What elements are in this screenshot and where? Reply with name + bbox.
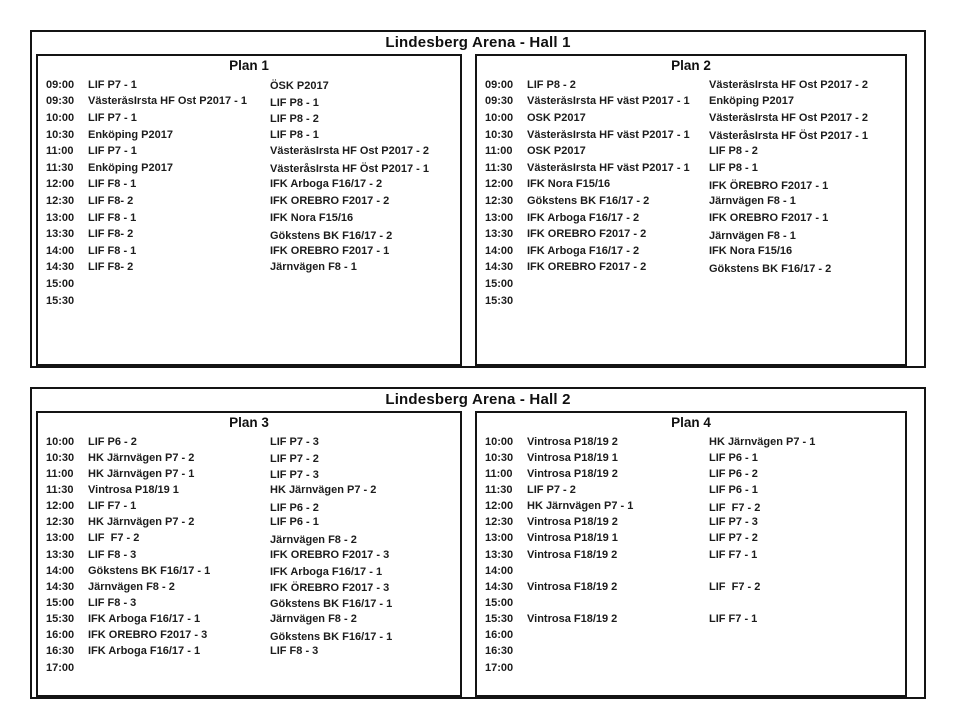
time-cell: 15:30 xyxy=(46,295,75,307)
away-team-cell: LIF P7 - 2 xyxy=(270,451,460,465)
schedule-row xyxy=(38,579,460,595)
plan-3-rows xyxy=(38,434,460,676)
time-cell: 10:00 xyxy=(485,112,514,124)
home-team-cell: Gökstens BK F16/17 - 2 xyxy=(527,195,650,207)
away-team-cell: VästeråsIrsta HF Öst P2017 - 2 xyxy=(709,79,868,91)
schedule-row xyxy=(38,77,460,94)
schedule-row xyxy=(477,260,905,277)
home-team-cell: Vintrosa F18/19 2 xyxy=(527,581,618,593)
away-team-cell: LIF P8 - 1 xyxy=(270,95,460,109)
schedule-row xyxy=(38,110,460,127)
schedule-row xyxy=(477,563,905,579)
schedule-row xyxy=(477,143,905,160)
away-team-cell: IFK ÖREBRO F2017 - 1 xyxy=(270,245,390,257)
time-cell: 11:00 xyxy=(46,146,74,158)
time-cell: 10:00 xyxy=(485,436,514,448)
time-cell: 15:30 xyxy=(46,614,75,626)
away-team-cell: LIF P7 - 3 xyxy=(709,517,758,529)
away-team-cell: IFK ÖREBRO F2017 - 2 xyxy=(270,195,390,207)
time-cell: 10:30 xyxy=(46,452,75,464)
home-team-cell: IFK Arboga F16/17 - 1 xyxy=(88,614,201,626)
home-team-cell: ÖSK P2017 xyxy=(527,112,586,124)
schedule-row xyxy=(38,547,460,563)
time-cell: 13:30 xyxy=(485,549,514,561)
home-team-cell: LIF F8- 2 xyxy=(88,262,134,274)
home-team-cell: LIF F8 - 3 xyxy=(88,597,137,609)
home-team-cell: Vintrosa F18/19 2 xyxy=(527,614,618,626)
home-team-cell: IFK Arboga F16/17 - 2 xyxy=(527,245,640,257)
hall-2-title: Lindesberg Arena - Hall 2 xyxy=(385,391,571,408)
time-cell: 16:30 xyxy=(46,646,75,658)
time-cell: 14:00 xyxy=(46,565,75,577)
time-cell: 15:00 xyxy=(46,597,75,609)
time-cell: 15:30 xyxy=(485,295,514,307)
schedule-row xyxy=(38,595,460,611)
away-team-cell: IFK ÖREBRO F2017 - 1 xyxy=(709,178,905,192)
time-cell: 10:30 xyxy=(485,452,514,464)
schedule-row xyxy=(477,466,905,482)
home-team-cell: IFK Nora F15/16 xyxy=(527,179,611,191)
home-team-cell: LIF F8 - 1 xyxy=(88,245,137,257)
time-cell: 12:00 xyxy=(485,179,514,191)
away-team-cell: IFK Arboga F16/17 - 1 xyxy=(270,564,460,578)
plan-4-box xyxy=(475,411,907,697)
time-cell: 12:00 xyxy=(46,501,75,513)
time-cell: 10:00 xyxy=(46,436,75,448)
schedule-row xyxy=(477,547,905,563)
plan-2-title: Plan 2 xyxy=(671,58,711,73)
schedule-row xyxy=(477,595,905,611)
hall-1-section xyxy=(30,30,926,368)
home-team-cell: Enköping P2017 xyxy=(88,129,173,141)
hall-1-plans xyxy=(36,54,907,366)
plan-4-title: Plan 4 xyxy=(671,415,711,430)
time-cell: 15:30 xyxy=(485,614,514,626)
time-cell: 12:30 xyxy=(46,195,75,207)
schedule-row xyxy=(477,612,905,628)
schedule-row xyxy=(477,450,905,466)
away-team-cell: LIF P6 - 2 xyxy=(270,500,460,514)
schedule-row xyxy=(477,644,905,660)
away-team-cell: LIF P8 - 2 xyxy=(709,146,758,158)
away-team-cell: Järnvägen F8 - 2 xyxy=(270,532,460,546)
time-cell: 13:00 xyxy=(485,212,514,224)
schedule-row xyxy=(38,499,460,515)
plan-1-title: Plan 1 xyxy=(229,58,269,73)
schedule-row xyxy=(38,127,460,144)
hall-2-plans xyxy=(36,411,907,697)
home-team-cell: HK Järnvägen P7 - 1 xyxy=(88,468,195,480)
schedule-row xyxy=(38,193,460,210)
time-cell: 13:30 xyxy=(46,229,75,241)
away-team-cell: Gökstens BK F16/17 - 1 xyxy=(270,596,460,610)
schedule-row xyxy=(38,143,460,160)
away-team-cell: LIF F7 - 1 xyxy=(709,614,758,626)
away-team-cell: LIF P8 - 2 xyxy=(270,111,460,125)
schedule-row xyxy=(38,563,460,579)
time-cell: 09:30 xyxy=(46,96,75,108)
plan-3-box xyxy=(36,411,462,697)
home-team-cell: ÖSK P2017 xyxy=(527,146,586,158)
home-team-cell: LIF F8- 2 xyxy=(88,195,134,207)
away-team-cell: Gökstens BK F16/17 - 1 xyxy=(270,629,460,643)
away-team-cell: LIF P6 - 1 xyxy=(709,452,758,464)
schedule-row xyxy=(38,94,460,111)
home-team-cell: LIF F8 - 3 xyxy=(88,549,137,561)
away-team-cell: VästeråsIrsta HF Öst P2017 - 2 xyxy=(270,146,429,158)
plan-2-box xyxy=(475,54,907,366)
home-team-cell: LIF P7 - 1 xyxy=(88,79,137,91)
schedule-row xyxy=(38,293,460,310)
away-team-cell: VästeråsIrsta HF Öst P2017 - 1 xyxy=(270,161,460,175)
time-cell: 13:30 xyxy=(46,549,75,561)
away-team-cell: LIF P6 - 1 xyxy=(709,484,758,496)
schedule-row xyxy=(38,612,460,628)
time-cell: 16:00 xyxy=(46,630,75,642)
away-team-cell: IFK Arboga F16/17 - 2 xyxy=(270,179,383,191)
time-cell: 13:30 xyxy=(485,229,514,241)
home-team-cell: VästeråsIrsta HF Öst P2017 - 1 xyxy=(88,96,247,108)
schedule-row xyxy=(38,210,460,227)
home-team-cell: LIF P7 - 1 xyxy=(88,112,137,124)
schedule-row xyxy=(38,515,460,531)
schedule-row xyxy=(477,193,905,210)
home-team-cell: Vintrosa P18/19 2 xyxy=(527,517,618,529)
away-team-cell: HK Järnvägen P7 - 1 xyxy=(709,436,816,448)
time-cell: 11:00 xyxy=(46,468,74,480)
time-cell: 16:30 xyxy=(485,646,514,658)
time-cell: 14:30 xyxy=(485,262,514,274)
time-cell: 12:30 xyxy=(485,517,514,529)
schedule-row xyxy=(477,210,905,227)
time-cell: 15:00 xyxy=(485,597,514,609)
hall-1-title: Lindesberg Arena - Hall 1 xyxy=(385,34,571,51)
away-team-cell: LIF P6 - 2 xyxy=(709,468,758,480)
schedule-row xyxy=(38,660,460,676)
away-team-cell: IFK ÖREBRO F2017 - 3 xyxy=(270,549,390,561)
time-cell: 12:30 xyxy=(485,195,514,207)
home-team-cell: LIF P8 - 2 xyxy=(527,79,576,91)
time-cell: 10:00 xyxy=(46,112,75,124)
away-team-cell: LIF P8 - 1 xyxy=(709,162,758,174)
away-team-cell: LIF F7 - 1 xyxy=(709,549,758,561)
home-team-cell: Gökstens BK F16/17 - 1 xyxy=(88,565,211,577)
time-cell: 14:30 xyxy=(46,581,75,593)
schedule-row xyxy=(477,177,905,194)
home-team-cell: HK Järnvägen P7 - 2 xyxy=(88,452,195,464)
time-cell: 12:00 xyxy=(46,179,75,191)
schedule-row xyxy=(477,94,905,111)
home-team-cell: Vintrosa P18/19 1 xyxy=(527,533,618,545)
time-cell: 11:30 xyxy=(485,162,513,174)
time-cell: 09:30 xyxy=(485,96,514,108)
schedule-row xyxy=(38,260,460,277)
time-cell: 13:00 xyxy=(485,533,514,545)
schedule-row xyxy=(38,276,460,293)
schedule-row xyxy=(38,160,460,177)
schedule-row xyxy=(38,482,460,498)
away-team-cell: LIF P8 - 1 xyxy=(270,129,319,141)
schedule-row xyxy=(477,127,905,144)
home-team-cell: Vintrosa P18/19 2 xyxy=(527,436,618,448)
schedule-row xyxy=(477,160,905,177)
home-team-cell: LIF F8- 2 xyxy=(88,229,134,241)
time-cell: 13:00 xyxy=(46,212,75,224)
away-team-cell: HK Järnvägen P7 - 2 xyxy=(270,484,377,496)
away-team-cell: Järnvägen F8 - 1 xyxy=(709,195,796,207)
away-team-cell: Järnvägen F8 - 2 xyxy=(270,614,357,626)
schedule-row xyxy=(38,466,460,482)
away-team-cell: VästeråsIrsta HF Öst P2017 - 2 xyxy=(709,112,868,124)
schedule-row xyxy=(38,450,460,466)
schedule-row xyxy=(477,77,905,94)
time-cell: 11:30 xyxy=(46,162,74,174)
schedule-row xyxy=(477,243,905,260)
home-team-cell: LIF P6 - 2 xyxy=(88,436,137,448)
home-team-cell: IFK ÖREBRO F2017 - 3 xyxy=(88,630,208,642)
time-cell: 15:00 xyxy=(46,278,75,290)
hall-2-section xyxy=(30,387,926,699)
home-team-cell: Vintrosa P18/19 1 xyxy=(88,484,179,496)
home-team-cell: IFK ÖREBRO F2017 - 2 xyxy=(527,262,647,274)
time-cell: 10:30 xyxy=(46,129,75,141)
away-team-cell: LIF P6 - 1 xyxy=(270,517,319,529)
time-cell: 11:00 xyxy=(485,468,513,480)
away-team-cell: LIF F7 - 2 xyxy=(709,500,905,514)
away-team-cell: ÖSK P2017 xyxy=(270,78,460,92)
plan-2-rows xyxy=(477,77,905,309)
home-team-cell: HK Järnvägen P7 - 2 xyxy=(88,517,195,529)
schedule-row xyxy=(477,499,905,515)
away-team-cell: IFK Nora F15/16 xyxy=(709,245,793,257)
time-cell: 09:00 xyxy=(46,79,75,91)
schedule-row xyxy=(477,226,905,243)
time-cell: 09:00 xyxy=(485,79,514,91)
time-cell: 17:00 xyxy=(485,662,514,674)
away-team-cell: Järnvägen F8 - 1 xyxy=(270,262,357,274)
plan-3-title: Plan 3 xyxy=(229,415,269,430)
plan-1-box xyxy=(36,54,462,366)
time-cell: 12:00 xyxy=(485,501,514,513)
away-team-cell: Gökstens BK F16/17 - 2 xyxy=(709,261,905,275)
time-cell: 13:00 xyxy=(46,533,75,545)
schedule-row xyxy=(38,531,460,547)
home-team-cell: HK Järnvägen P7 - 1 xyxy=(527,501,634,513)
away-team-cell: LIF F7 - 2 xyxy=(709,581,761,593)
home-team-cell: LIF P7 - 1 xyxy=(88,146,137,158)
schedule-row xyxy=(38,434,460,450)
time-cell: 14:00 xyxy=(485,245,514,257)
home-team-cell: Enköping P2017 xyxy=(88,162,173,174)
home-team-cell: LIF F8 - 1 xyxy=(88,212,137,224)
schedule-row xyxy=(477,660,905,676)
home-team-cell: VästeråsIrsta HF väst P2017 - 1 xyxy=(527,96,690,108)
home-team-cell: VästeråsIrsta HF väst P2017 - 1 xyxy=(527,162,690,174)
away-team-cell: Enköping P2017 xyxy=(709,96,794,108)
schedule-row xyxy=(477,628,905,644)
away-team-cell: Järnvägen F8 - 1 xyxy=(709,228,905,242)
time-cell: 17:00 xyxy=(46,662,75,674)
schedule-row xyxy=(477,293,905,310)
time-cell: 10:30 xyxy=(485,129,514,141)
schedule-row xyxy=(38,644,460,660)
away-team-cell: IFK ÖREBRO F2017 - 3 xyxy=(270,580,460,594)
home-team-cell: LIF F8 - 1 xyxy=(88,179,137,191)
schedule-row xyxy=(477,276,905,293)
schedule-row xyxy=(477,434,905,450)
time-cell: 14:00 xyxy=(485,565,514,577)
home-team-cell: IFK Arboga F16/17 - 1 xyxy=(88,646,201,658)
away-team-cell: LIF F8 - 3 xyxy=(270,646,319,658)
schedule-row xyxy=(38,226,460,243)
time-cell: 14:00 xyxy=(46,245,75,257)
home-team-cell: LIF F7 - 2 xyxy=(88,533,140,545)
time-cell: 16:00 xyxy=(485,630,514,642)
home-team-cell: Vintrosa P18/19 2 xyxy=(527,468,618,480)
away-team-cell: LIF P7 - 3 xyxy=(270,436,319,448)
plan-4-rows xyxy=(477,434,905,676)
away-team-cell: IFK Nora F15/16 xyxy=(270,212,354,224)
home-team-cell: LIF P7 - 2 xyxy=(527,484,576,496)
home-team-cell: IFK ÖREBRO F2017 - 2 xyxy=(527,229,647,241)
away-team-cell: LIF P7 - 3 xyxy=(270,467,460,481)
home-team-cell: Järnvägen F8 - 2 xyxy=(88,581,175,593)
away-team-cell: IFK ÖREBRO F2017 - 1 xyxy=(709,212,829,224)
time-cell: 15:00 xyxy=(485,278,514,290)
away-team-cell: Gökstens BK F16/17 - 2 xyxy=(270,228,460,242)
schedule-row xyxy=(477,110,905,127)
time-cell: 14:30 xyxy=(46,262,75,274)
time-cell: 11:30 xyxy=(485,484,513,496)
home-team-cell: IFK Arboga F16/17 - 2 xyxy=(527,212,640,224)
schedule-row xyxy=(477,482,905,498)
away-team-cell: VästeråsIrsta HF Öst P2017 - 1 xyxy=(709,128,905,142)
time-cell: 12:30 xyxy=(46,517,75,529)
schedule-row xyxy=(38,628,460,644)
home-team-cell: Vintrosa F18/19 2 xyxy=(527,549,618,561)
time-cell: 14:30 xyxy=(485,581,514,593)
home-team-cell: VästeråsIrsta HF väst P2017 - 1 xyxy=(527,129,690,141)
time-cell: 11:00 xyxy=(485,146,513,158)
schedule-row xyxy=(477,515,905,531)
home-team-cell: LIF F7 - 1 xyxy=(88,501,137,513)
schedule-row xyxy=(477,579,905,595)
schedule-row xyxy=(477,531,905,547)
schedule-row xyxy=(38,243,460,260)
home-team-cell: Vintrosa P18/19 1 xyxy=(527,452,618,464)
schedule-row xyxy=(38,177,460,194)
away-team-cell: LIF P7 - 2 xyxy=(709,533,758,545)
time-cell: 11:30 xyxy=(46,484,74,496)
plan-1-rows xyxy=(38,77,460,309)
